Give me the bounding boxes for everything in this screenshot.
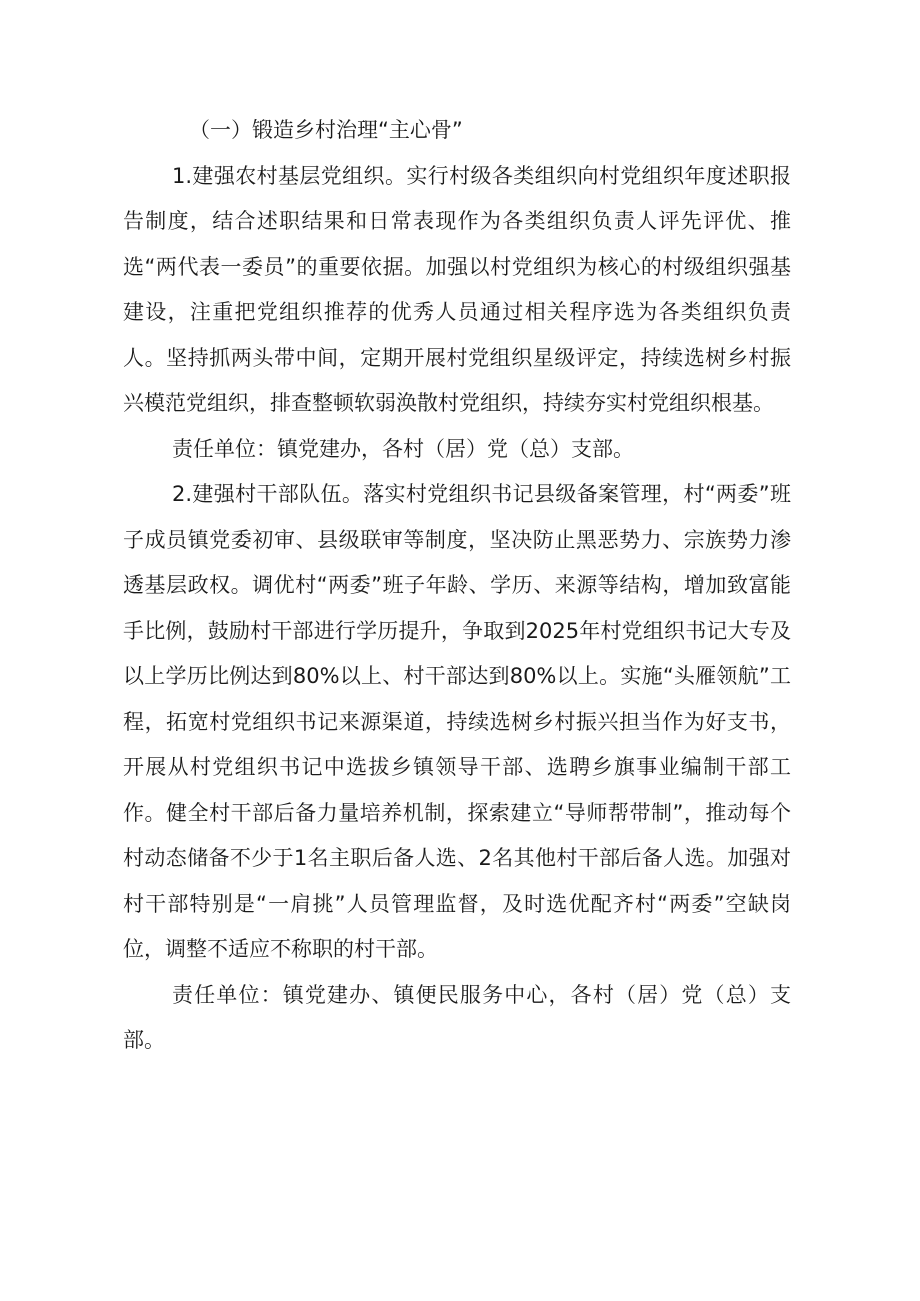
paragraph-party-organization: 1.建强农村基层党组织。实行村级各类组织向村党组织年度述职报告制度，结合述职结果和日常表现作为各类组织负责人评先评优、推选“两代表一委员”的重要依据。加强以村党组织为核心的村级组织强基建设，注重把党组织推荐的优秀人员通过相关程序选为各类组织负责人。坚持抓两头带中间，定期开展村党组织星级评定，持续选树乡村振兴模范党组织，排查整顿软弱涣散村党组织，持续夯实村党组织根基。: [123, 163, 791, 415]
section-heading: （一）锻造乡村治理“主心骨”: [189, 118, 463, 142]
paragraph-village-cadres: 2.建强村干部队伍。落实村党组织书记县级备案管理，村“两委”班子成员镇党委初审、县级联审等制度，坚决防止黑恶势力、宗族势力渗透基层政权。调优村“两委”班子年龄、学历、来源等结构，增加致富能手比例，鼓励村干部进行学历提升，争取到2025年村党组织书记大专及以上学历比例达到80%以上、村干部达到80%以上。实施“头雁领航”工程，拓宽村党组织书记来源渠道，持续选树乡村振兴担当作为好支书，开展从村党组织书记中选拔乡镇领导干部、选聘乡旗事业编制干部工作。健全村干部后备力量培养机制，探索建立“导师帮带制”，推动每个村动态储备不少于1名主职后备人选、2名其他村干部后备人选。加强对村干部特别是“一肩挑”人员管理监督，及时选优配齐村“两委”空缺岗位，调整不适应不称职的村干部。: [123, 482, 791, 961]
paragraph-responsible-units-2: 责任单位：镇党建办、镇便民服务中心，各村（居）党（总）支部。: [123, 982, 791, 1052]
paragraph-responsible-units-1: 责任单位：镇党建办，各村（居）党（总）支部。: [172, 436, 634, 461]
document-body: [123, 108, 791, 1064]
